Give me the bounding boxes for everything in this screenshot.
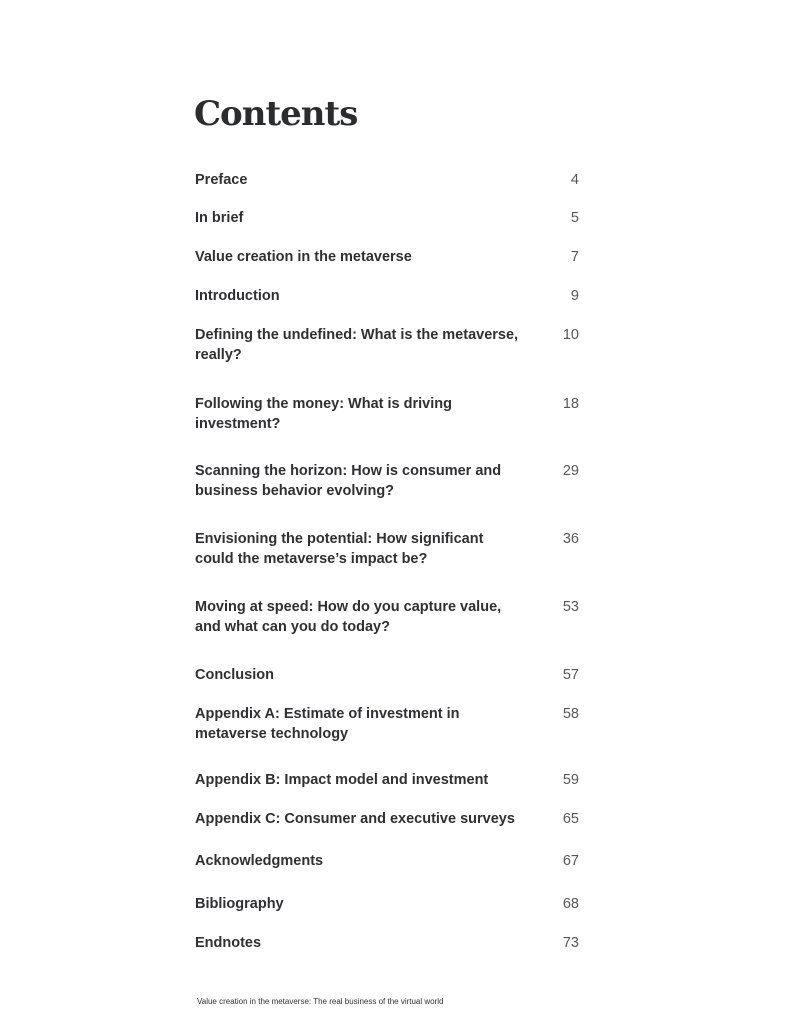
toc-entry-page[interactable]: 53 <box>562 599 579 615</box>
toc-entry[interactable] <box>195 286 579 306</box>
toc-entry-page[interactable]: 5 <box>570 210 579 226</box>
toc-entry[interactable] <box>195 704 579 744</box>
toc-entry-page[interactable]: 18 <box>562 396 579 412</box>
toc-entry-page[interactable]: 7 <box>570 249 579 265</box>
toc-entry[interactable] <box>195 170 579 190</box>
toc-entry-page[interactable]: 58 <box>562 706 579 722</box>
toc-entry-page[interactable]: 10 <box>562 327 579 343</box>
toc-entry[interactable] <box>195 809 579 829</box>
toc-entry[interactable] <box>195 325 579 365</box>
toc-entry-label[interactable]: Appendix C: Consumer and executive surveys <box>195 811 515 827</box>
toc-entry-label[interactable]: Scanning the horizon: How is consumer and business behavior evolving? <box>195 463 502 499</box>
toc-entry-page[interactable]: 57 <box>562 667 579 683</box>
toc-entry-label[interactable]: Conclusion <box>195 667 274 683</box>
toc-entry-label[interactable]: Bibliography <box>195 896 284 912</box>
toc-entry[interactable] <box>195 529 579 569</box>
page-title: Contents <box>194 94 358 134</box>
toc-entry[interactable] <box>195 597 579 637</box>
toc-entry-page[interactable]: 29 <box>562 463 579 479</box>
toc-entry-label[interactable]: Acknowledgments <box>195 853 324 869</box>
toc-entry-label[interactable]: Introduction <box>195 288 280 304</box>
toc-entry-label[interactable]: Moving at speed: How do you capture value, and what can you do today? <box>195 599 502 635</box>
toc-entry-page[interactable]: 65 <box>562 811 579 827</box>
toc-entry[interactable] <box>195 665 579 685</box>
toc-entry[interactable] <box>195 770 579 790</box>
toc-entry-page[interactable]: 4 <box>570 172 579 188</box>
toc-entry[interactable] <box>195 208 579 228</box>
toc-entry-page[interactable]: 36 <box>562 531 579 547</box>
toc-entry-label[interactable]: Following the money: What is driving investment? <box>195 396 452 432</box>
running-footer: Value creation in the metaverse: The real business of the virtual world <box>197 997 444 1006</box>
toc-entry-label[interactable]: Endnotes <box>195 935 262 951</box>
toc-entry-label[interactable]: Preface <box>195 172 248 188</box>
toc-entry-page[interactable]: 59 <box>562 772 579 788</box>
toc-entry-label[interactable]: Appendix B: Impact model and investment <box>195 772 489 788</box>
toc-entry-label[interactable]: In brief <box>195 210 244 226</box>
toc-entry[interactable] <box>195 933 579 953</box>
toc-entry[interactable] <box>195 247 579 267</box>
toc-entry[interactable] <box>195 394 579 434</box>
toc-entry[interactable] <box>195 894 579 914</box>
toc-entry-page[interactable]: 67 <box>562 853 579 869</box>
toc-entry-page[interactable]: 9 <box>570 288 579 304</box>
toc-entry[interactable] <box>195 461 579 501</box>
toc-entry[interactable] <box>195 851 579 871</box>
toc-entry-label[interactable]: Appendix A: Estimate of investment in metaverse technology <box>195 706 460 742</box>
toc-entry-label[interactable]: Defining the undefined: What is the metaverse, really? <box>195 327 519 363</box>
toc-entry-label[interactable]: Value creation in the metaverse <box>195 249 412 265</box>
toc-entry-page[interactable]: 73 <box>562 935 579 951</box>
toc-entry-label[interactable]: Envisioning the potential: How significant could the metaverse’s impact be? <box>195 531 484 567</box>
toc-entry-page[interactable]: 68 <box>562 896 579 912</box>
